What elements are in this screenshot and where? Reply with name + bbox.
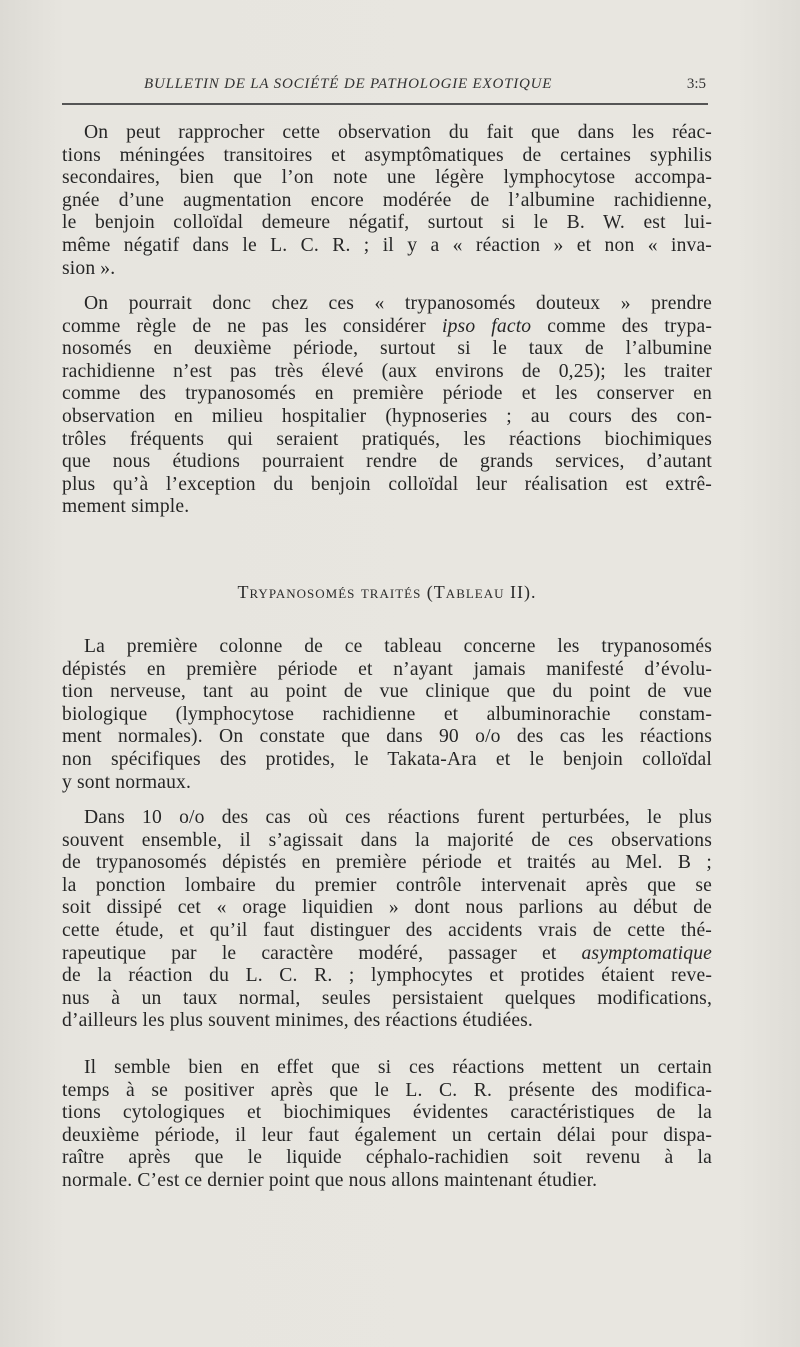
text-line: plus qu’à l’exception du benjoin colloïdal leur réalisation est extrê- <box>62 473 712 495</box>
text-line: temps à se positiver après que le L. C. R. présente des modifica- <box>62 1079 712 1101</box>
text-line: la ponction lombaire du premier contrôle intervenait après que se <box>62 874 712 896</box>
text-line: le benjoin colloïdal demeure négatif, surtout si le B. W. est lui- <box>62 212 712 234</box>
text-line: Dans 10 o/o des cas où ces réactions furent perturbées, le plus <box>84 807 712 828</box>
text-line: comme des trypanosomés en première période et les conserver en <box>62 383 712 405</box>
page-number: 3:5 <box>686 76 706 92</box>
text-line: observation en milieu hospitalier (hypnoseries ; au cours des con- <box>62 405 712 427</box>
text-line: nus à un taux normal, seules persistaient quelques modifications, <box>62 987 712 1009</box>
text-line: rachidienne n’est pas très élevé (aux environs de 0,25); les traiter <box>62 360 712 382</box>
paragraph-5 <box>62 1057 712 1193</box>
text-line: dépistés en première période et n’ayant jamais manifesté d’évolu- <box>62 658 712 680</box>
paragraph-3 <box>62 636 712 794</box>
text-line: souvent ensemble, il s’agissait dans la majorité de ces observations <box>62 829 712 851</box>
text-line: Il semble bien en effet que si ces réactions mettent un certain <box>84 1057 712 1078</box>
text-line: On peut rapprocher cette observation du fait que dans les réac- <box>84 122 712 143</box>
text-line: sion ». <box>62 257 116 279</box>
text-line: de trypanosomés dépistés en première période et traités au Mel. B ; <box>62 852 712 874</box>
paragraph-4 <box>62 807 712 1033</box>
text-line-with-italic <box>62 316 712 339</box>
text-line: non spécifiques des protides, le Takata-Ara et le benjoin colloïdal <box>62 748 712 770</box>
paragraph-2 <box>62 293 712 519</box>
text-line: ment normales). On constate que dans 90 o/o des cas les réactions <box>62 726 712 748</box>
text-line: normale. C’est ce dernier point que nous allons maintenant étudier. <box>62 1169 598 1191</box>
text-line: trôles fréquents qui seraient pratiqués, les réactions biochimiques <box>62 428 712 450</box>
text-line: secondaires, bien que l’on note une légère lymphocytose accompa- <box>62 167 712 189</box>
header-rule <box>62 103 708 105</box>
text-line: cette étude, et qu’il faut distinguer des accidents vrais de cette thé- <box>62 919 712 941</box>
italic-term: ipso facto <box>442 315 532 337</box>
text-line: même négatif dans le L. C. R. ; il y a « réaction » et non « inva- <box>62 234 712 256</box>
text-line: deuxième période, il leur faut également un certain délai pour dispa- <box>62 1124 712 1146</box>
running-header <box>62 76 710 98</box>
text-line: On pourrait donc chez ces « trypanosomés douteux » prendre <box>84 293 712 314</box>
text-line: tions méningées transitoires et asymptômatiques de certaines syphilis <box>62 144 712 166</box>
text-line: tion nerveuse, tant au point de vue clinique que du point de vue <box>62 681 712 703</box>
section-heading: Trypanosomés traités (Tableau II). <box>237 582 537 602</box>
text-segment: rapeutique par le caractère modéré, passager et <box>62 942 582 964</box>
text-line: La première colonne de ce tableau concerne les trypanosomés <box>84 636 712 657</box>
text-line: nosomés en deuxième période, surtout si le taux de l’albumine <box>62 338 712 360</box>
text-line-with-italic <box>62 943 712 966</box>
running-title: BULLETIN DE LA SOCIÉTÉ DE PATHOLOGIE EXOTIQUE <box>144 76 553 92</box>
italic-term: asymptomatique <box>581 942 712 964</box>
text-line: gnée d’une augmentation encore modérée de l’albumine rachidienne, <box>62 189 712 211</box>
text-line: soit dissipé cet « orage liquidien » dont nous parlions au début de <box>62 897 712 919</box>
text-line: tions cytologiques et biochimiques évidentes caractéristiques de la <box>62 1102 712 1124</box>
text-line: de la réaction du L. C. R. ; lymphocytes et protides étaient reve- <box>62 965 712 987</box>
text-line: mement simple. <box>62 496 190 518</box>
text-segment: comme des trypa- <box>531 315 713 337</box>
text-segment: comme règle de ne pas les considérer <box>62 315 443 337</box>
text-line: y sont normaux. <box>62 771 192 793</box>
text-line: raître après que le liquide céphalo-rachidien soit revenu à la <box>62 1147 712 1169</box>
text-line: que nous étudions pourraient rendre de grands services, d’autant <box>62 451 712 473</box>
paragraph-1 <box>62 122 712 280</box>
text-line: d’ailleurs les plus souvent minimes, des réactions étudiées. <box>62 1010 533 1032</box>
text-line: biologique (lymphocytose rachidienne et albuminorachie constam- <box>62 703 712 725</box>
